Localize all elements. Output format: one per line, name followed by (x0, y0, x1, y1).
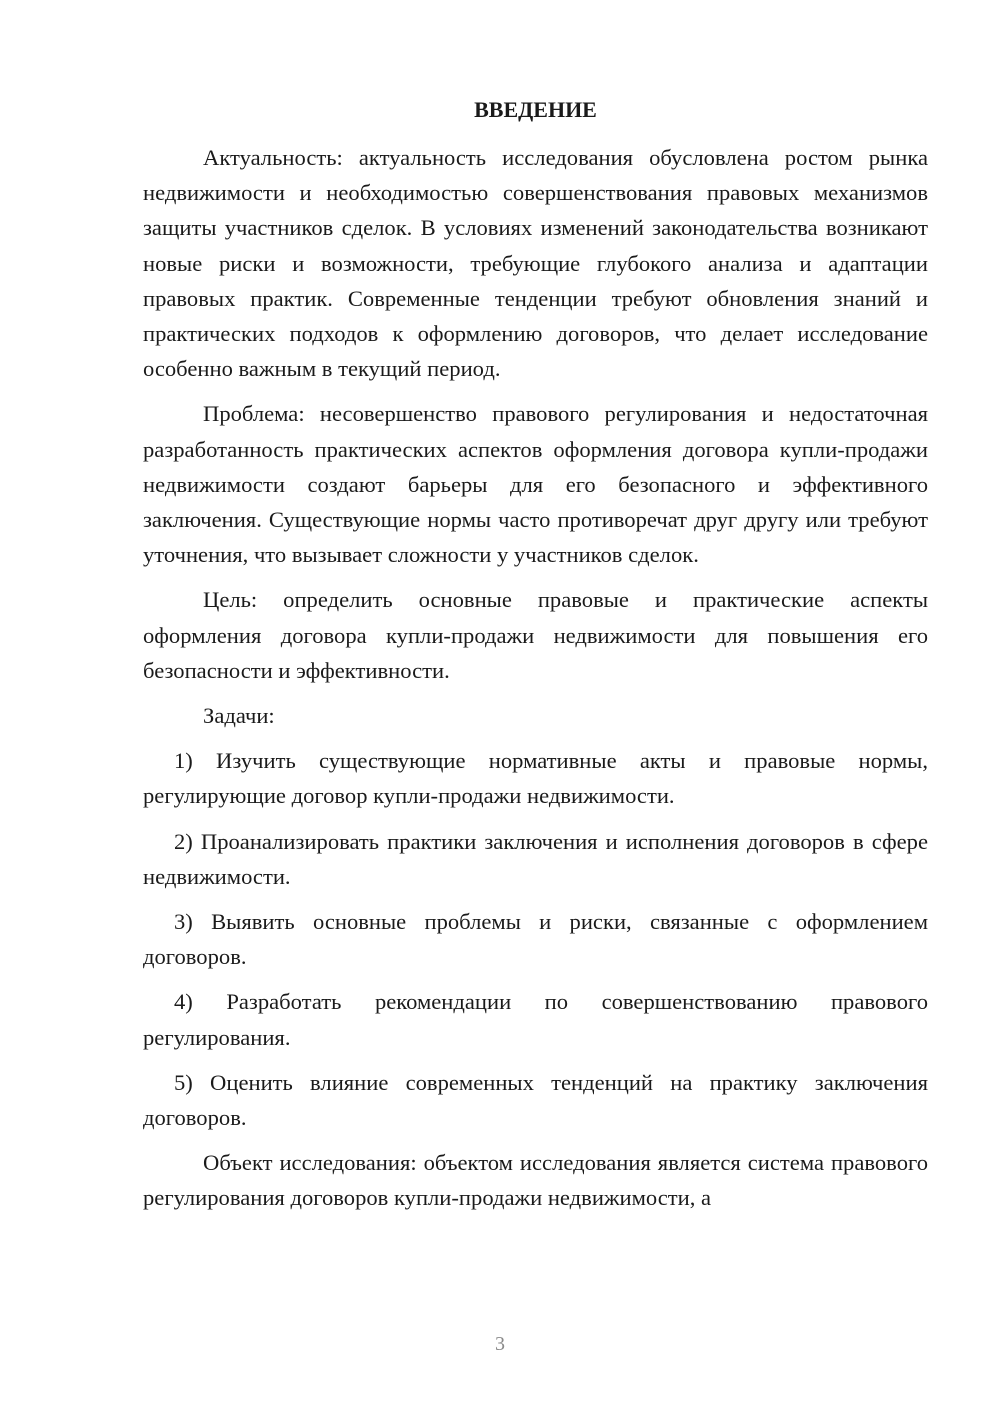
task-item-3: 3) Выявить основные проблемы и риски, связанные с оформлением договоров. (143, 909, 928, 970)
task-item-1: 1) Изучить существующие нормативные акты и правовые нормы, регулирующие договор купли-продажи недвижимости. (143, 748, 928, 809)
relevance-paragraph: Актуальность: актуальность исследования обусловлена ростом рынка недвижимости и необходимостью совершенствования правовых механизмов защиты участников сделок. В условиях изменений законодательства возникают новые риски и возможности, требующие глубокого анализа и адаптации правовых практик. Современные тенденции требуют обновления знаний и практических подходов к оформлению договоров, что делает исследование особенно важным в текущий период. (143, 145, 928, 382)
task-item-4: 4) Разработать рекомендации по совершенствованию правового регулирования. (143, 989, 928, 1050)
task-item-2: 2) Проанализировать практики заключения и исполнения договоров в сфере недвижимости. (143, 828, 928, 889)
tasks-label: Задачи: (203, 703, 275, 729)
goal-paragraph: Цель: определить основные правовые и практические аспекты оформления договора купли-продажи недвижимости для повышения его безопасности и эффективности. (143, 587, 928, 683)
page-number: 3 (495, 1333, 505, 1355)
object-paragraph: Объект исследования: объектом исследования является система правового регулирования договоров купли-продажи недвижимости, а (143, 1150, 928, 1211)
task-item-5: 5) Оценить влияние современных тенденций на практику заключения договоров. (143, 1069, 928, 1131)
problem-paragraph: Проблема: несовершенство правового регулирования и недостаточная разработанность практических аспектов оформления договора купли-продажи недвижимости создают барьеры для его безопасного и эффективного заключения. Существующие нормы часто противоречат друг другу или требуют уточнения, что вызывает сложности у участников сделок. (143, 401, 928, 568)
section-heading: ВВЕДЕНИЕ (474, 97, 597, 122)
document-page (143, 92, 928, 1226)
